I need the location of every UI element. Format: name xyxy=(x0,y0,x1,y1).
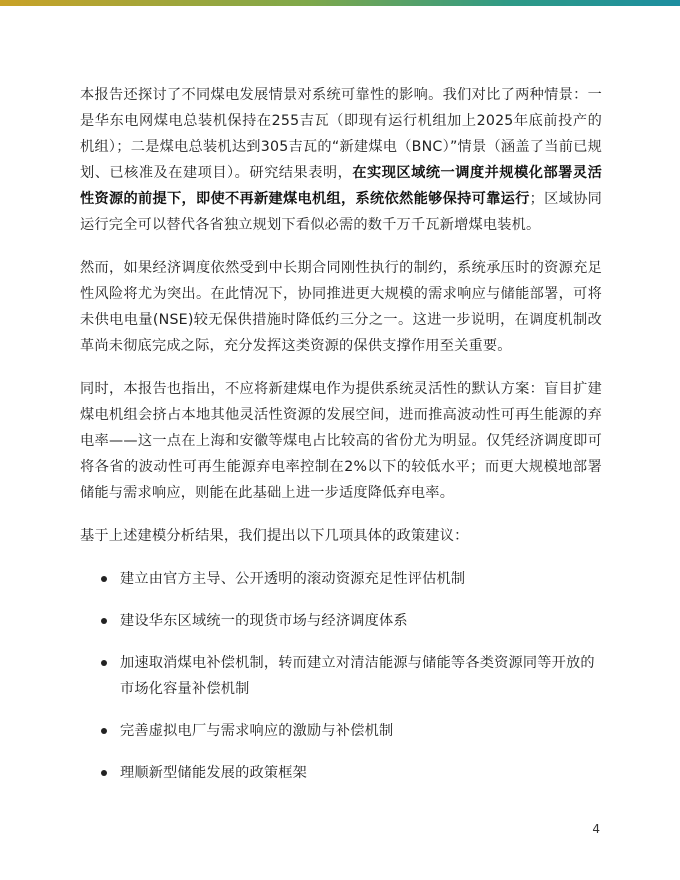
paragraph-4: 基于上述建模分析结果，我们提出以下几项具体的政策建议： xyxy=(80,528,469,544)
list-item-text: 完善虚拟电厂与需求响应的激励与补偿机制 xyxy=(120,723,394,739)
list-item xyxy=(80,566,602,592)
list-item xyxy=(80,760,602,786)
document-body xyxy=(80,82,602,802)
paragraph-1-text-a: 本报告还探讨了不同煤电发展情景对系统可靠性的影响。我们对比了两种情景：一是华东电网煤电总装机保持在255吉瓦（即现有运行机组加上2025年底前投产的机组）；二是煤电总装机达到305吉瓦的“新建煤电（BNC）”情景（涵盖了当前已规划、已核准及在建项目）。研究结果表明， xyxy=(80,87,602,181)
list-item-text: 理顺新型储能发展的政策框架 xyxy=(120,765,308,781)
list-item xyxy=(80,608,602,634)
page-number: 4 xyxy=(592,822,600,836)
paragraph-1-text-b: ；区域协同运行完全可以替代各省独立规划下看似必需的数千万千瓦新增煤电装机。 xyxy=(80,191,602,233)
list-item-text: 建立由官方主导、公开透明的滚动资源充足性评估机制 xyxy=(120,571,466,587)
paragraph-2: 然而，如果经济调度依然受到中长期合同刚性执行的制约，系统承压时的资源充足性风险将尤为突出。在此情况下，协同推进更大规模的需求响应与储能部署，可将未供电电量(NSE)较无保供措施时降低约三分之一。这进一步说明，在调度机制改革尚未彻底完成之际，充分发挥这类资源的保供支撑作用至关重要。 xyxy=(80,260,602,354)
bullet-icon xyxy=(101,728,107,734)
bullet-icon xyxy=(101,660,107,666)
bullet-icon xyxy=(101,576,107,582)
recommendation-list xyxy=(80,566,602,786)
header-color-bar xyxy=(0,0,680,6)
bullet-icon xyxy=(101,618,107,624)
paragraph-3: 同时，本报告也指出，不应将新建煤电作为提供系统灵活性的默认方案：盲目扩建煤电机组会挤占本地其他灵活性资源的发展空间，进而推高波动性可再生能源的弃电率——这一点在上海和安徽等煤电占比较高的省份尤为明显。仅凭经济调度即可将各省的波动性可再生能源弃电率控制在2%以下的较低水平；而更大规模地部署储能与需求响应，则能在此基础上进一步适度降低弃电率。 xyxy=(80,381,602,501)
list-item-text: 加速取消煤电补偿机制，转而建立对清洁能源与储能等各类资源同等开放的市场化容量补偿机制 xyxy=(120,655,595,697)
bullet-icon xyxy=(101,770,107,776)
paragraph-1-bold: 在实现区域统一调度并规模化部署灵活性资源的前提下，即使不再新建煤电机组，系统依然能够保持可靠运行 xyxy=(80,165,602,207)
paragraph-1 xyxy=(80,82,602,238)
list-item xyxy=(80,650,602,702)
list-item xyxy=(80,718,602,744)
list-item-text: 建设华东区域统一的现货市场与经济调度体系 xyxy=(120,613,408,629)
